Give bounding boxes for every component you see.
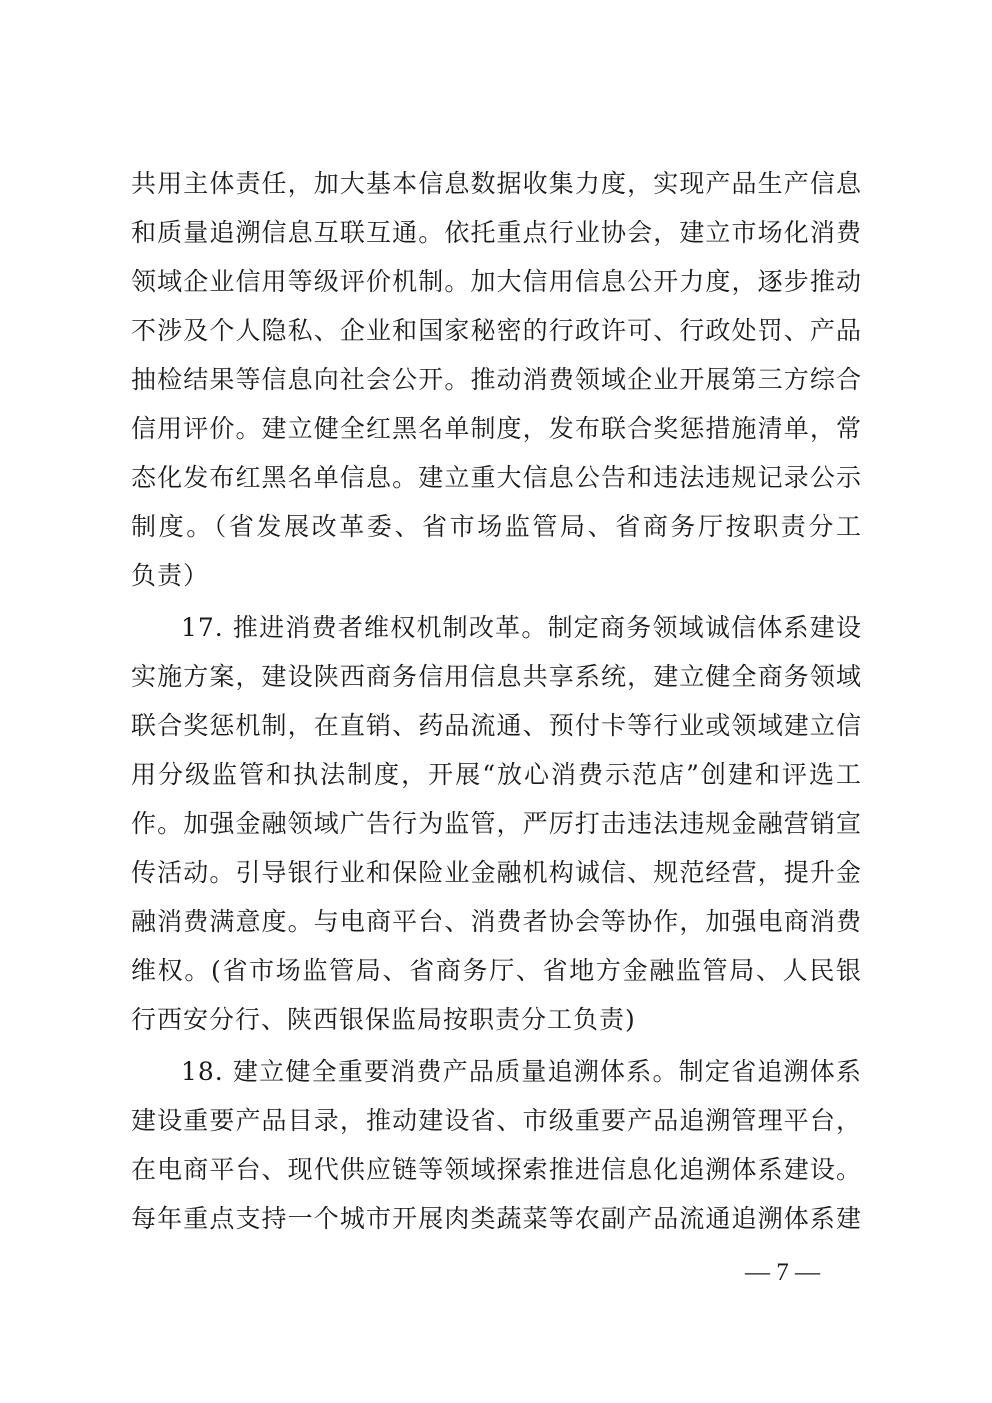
body-text-line: 负责）: [131, 561, 210, 590]
body-text-line: 领域企业信用等级评价机制。加大信用信息公开力度，逐步推动: [131, 267, 862, 296]
section-17-heading-line: 17. 推进消费者维权机制改革。制定商务领域诚信体系建设: [181, 613, 862, 642]
body-text-line: 建设重要产品目录，推动建设省、市级重要产品追溯管理平台，: [131, 1106, 862, 1135]
body-text-line: 传活动。引导银行业和保险业金融机构诚信、规范经营，提升金: [131, 858, 862, 887]
body-text-line: 共用主体责任，加大基本信息数据收集力度，实现产品生产信息: [131, 169, 862, 198]
body-text-line: 每年重点支持一个城市开展肉类蔬菜等农副产品流通追溯体系建: [131, 1204, 862, 1233]
body-text-line: 融消费满意度。与电商平台、消费者协会等协作，加强电商消费: [131, 907, 862, 936]
body-text-line: 用分级监管和执法制度，开展“放心消费示范店”创建和评选工: [131, 760, 862, 789]
body-text-line: 不涉及个人隐私、企业和国家秘密的行政许可、行政处罚、产品: [131, 316, 862, 345]
body-text-line: 在电商平台、现代供应链等领域探索推进信息化追溯体系建设。: [131, 1155, 862, 1184]
body-text-line: 制度。（省发展改革委、省市场监管局、省商务厅按职责分工: [131, 512, 862, 541]
body-text-line: 态化发布红黑名单信息。建立重大信息公告和违法违规记录公示: [131, 463, 862, 492]
body-text-line: 行西安分行、陕西银保监局按职责分工负责): [131, 1005, 636, 1034]
body-text-line: 实施方案，建设陕西商务信用信息共享系统，建立健全商务领域: [131, 662, 862, 691]
body-text-line: 维权。(省市场监管局、省商务厅、省地方金融监管局、人民银: [131, 956, 862, 985]
body-text-line: 抽检结果等信息向社会公开。推动消费领域企业开展第三方综合: [131, 365, 862, 394]
body-text-line: 作。加强金融领域广告行为监管，严厉打击违法违规金融营销宣: [131, 809, 862, 838]
section-18-heading-line: 18. 建立健全重要消费产品质量追溯体系。制定省追溯体系: [181, 1057, 862, 1086]
body-text-line: 和质量追溯信息互联互通。依托重点行业协会，建立市场化消费: [131, 218, 862, 247]
body-text-line: 信用评价。建立健全红黑名单制度，发布联合奖惩措施清单，常: [131, 414, 862, 443]
page-number: — 7 —: [745, 1259, 820, 1286]
body-text-line: 联合奖惩机制，在直销、药品流通、预付卡等行业或领域建立信: [131, 711, 862, 740]
